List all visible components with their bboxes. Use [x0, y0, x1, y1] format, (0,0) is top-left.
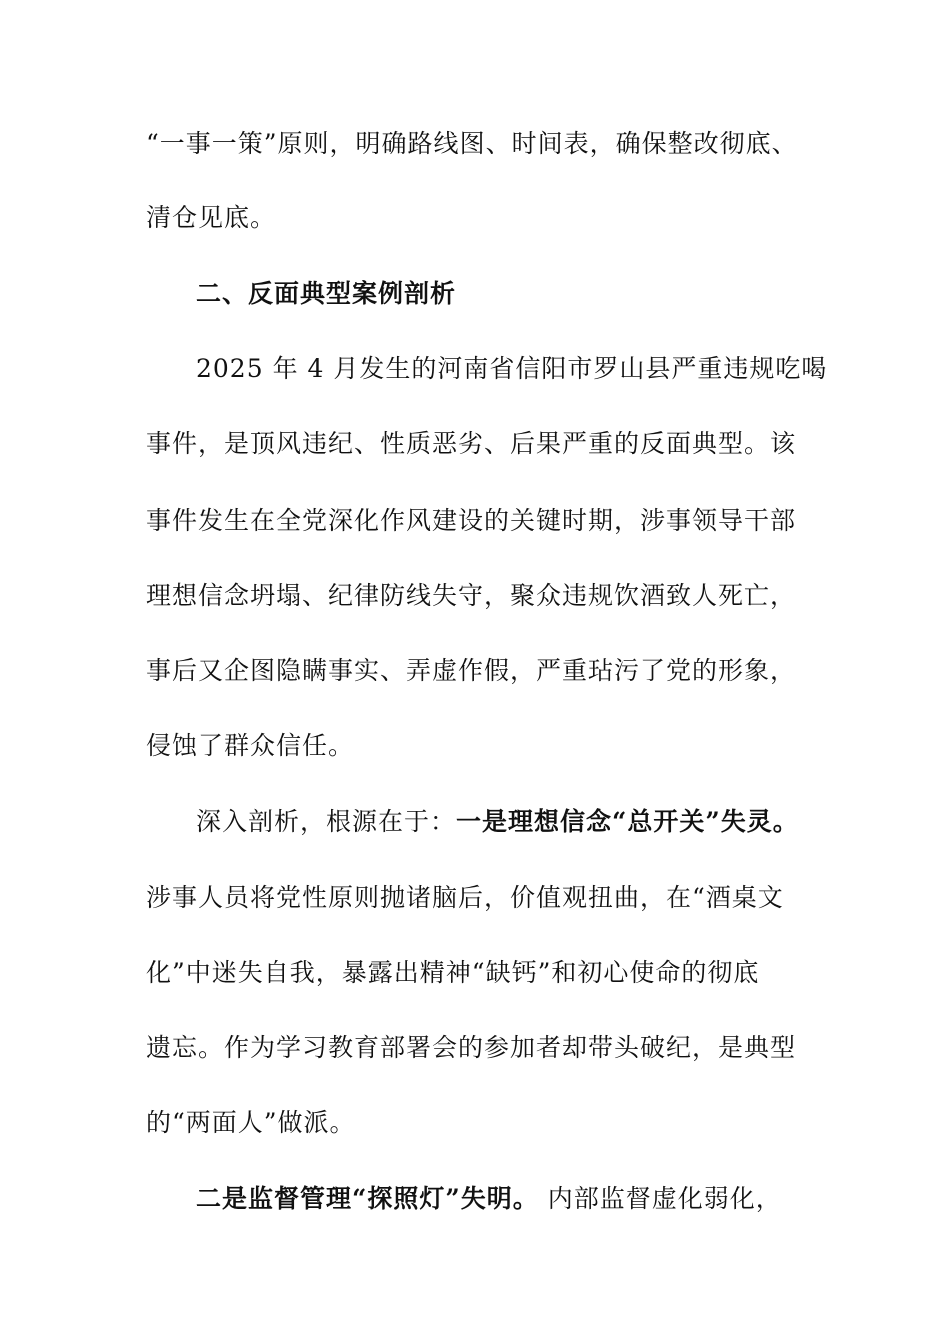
paragraph-line [196, 1183, 782, 1215]
paragraph-line: 化”中迷失自我，暴露出精神“缺钙”和初心使命的彻底 [146, 958, 760, 987]
section-heading: 二、反面典型案例剖析 [196, 279, 457, 308]
paragraph-line: 事件发生在全党深化作风建设的关键时期，涉事领导干部 [146, 506, 797, 535]
paragraph-line [196, 806, 799, 838]
paragraph-lead-text: 深入剖析，根源在于： [196, 807, 457, 836]
paragraph-line: 侵蚀了群众信任。 [146, 731, 355, 760]
paragraph-text: 内部监督虚化弱化， [538, 1184, 782, 1213]
paragraph-line: 2025 年 4 月发生的河南省信阳市罗山县严重违规吃喝 [196, 354, 828, 383]
paragraph-line: 涉事人员将党性原则抛诸脑后，价值观扭曲，在“酒桌文 [146, 883, 784, 912]
paragraph-line: “一事一策”原则，明确路线图、时间表，确保整改彻底、 [146, 129, 798, 158]
paragraph-line: 清仓见底。 [146, 203, 277, 232]
paragraph-line: 遗忘。作为学习教育部署会的参加者却带头破纪，是典型 [146, 1033, 797, 1062]
paragraph-line: 的“两面人”做派。 [146, 1108, 356, 1137]
bold-point-heading: 一是理想信念“总开关”失灵。 [456, 807, 799, 836]
paragraph-line: 事后又企图隐瞒事实、弄虚作假，严重玷污了党的形象， [146, 656, 797, 685]
paragraph-line: 理想信念坍塌、纪律防线失守，聚众违规饮酒致人死亡， [146, 581, 797, 610]
paragraph-line: 事件，是顶风违纪、性质恶劣、后果严重的反面典型。该 [146, 429, 797, 458]
bold-point-heading: 二是监督管理“探照灯”失明。 [196, 1184, 539, 1213]
